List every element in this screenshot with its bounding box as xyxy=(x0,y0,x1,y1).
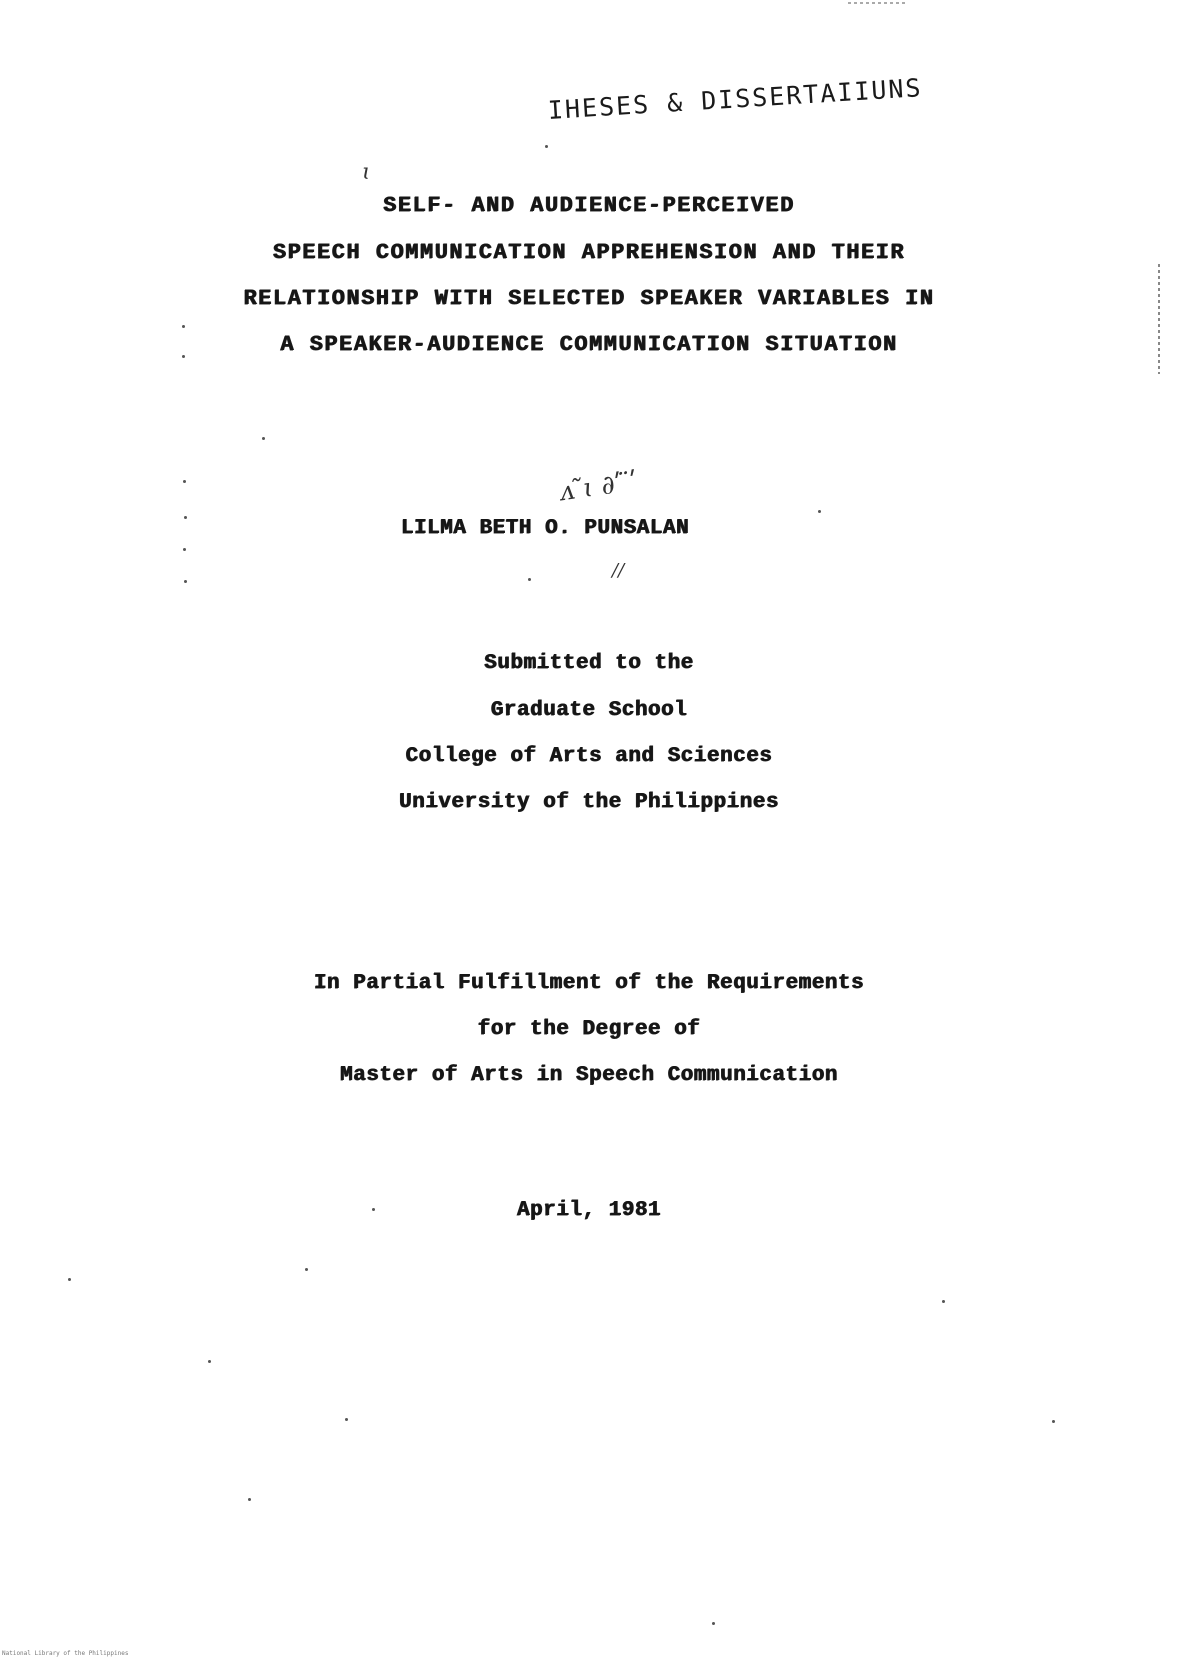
scan-speck xyxy=(942,1300,945,1303)
submission-date: April, 1981 xyxy=(516,1199,662,1222)
university-line: University of the Philippines xyxy=(399,791,779,814)
scan-speck xyxy=(182,325,185,328)
theses-dissertations-stamp: IHESES & DISSERTAIIUNS xyxy=(547,73,924,125)
title-line-1: SELF- AND AUDIENCE-PERCEIVED xyxy=(383,193,795,218)
college-line: College of Arts and Sciences xyxy=(405,745,773,768)
scan-footer-note: National Library of the Philippines xyxy=(2,1650,129,1657)
scan-speck xyxy=(305,1268,308,1271)
graduate-school-line: Graduate School xyxy=(490,699,688,722)
author-name: LILMA BETH O. PUNSALAN xyxy=(400,517,690,540)
scan-speck xyxy=(262,437,265,440)
fulfillment-line-1: In Partial Fulfillment of the Requirements xyxy=(313,972,865,995)
scan-speck xyxy=(712,1622,715,1625)
handwritten-underline-mark: // xyxy=(612,560,625,581)
scan-speck xyxy=(183,480,186,483)
scan-speck xyxy=(818,510,821,513)
handwritten-mark-title: ɩ xyxy=(362,160,371,185)
scan-speck xyxy=(372,1208,375,1211)
submitted-to-line: Submitted to the xyxy=(484,652,694,675)
scan-speck xyxy=(68,1278,71,1281)
scan-speck xyxy=(183,548,186,551)
scan-speck xyxy=(208,1360,211,1363)
scan-speck xyxy=(545,145,548,148)
fulfillment-line-2: for the Degree of xyxy=(477,1018,701,1041)
scan-edge-mark xyxy=(1158,264,1160,374)
title-line-2: SPEECH COMMUNICATION APPREHENSION AND THEIR xyxy=(272,240,906,265)
title-line-3: RELATIONSHIP WITH SELECTED SPEAKER VARIABLES IN xyxy=(243,286,935,311)
scan-speck xyxy=(1052,1420,1055,1423)
scan-speck xyxy=(345,1418,348,1421)
scan-speck xyxy=(184,516,187,519)
fulfillment-line-3: Master of Arts in Speech Communication xyxy=(340,1064,838,1087)
scan-speck xyxy=(248,1498,251,1501)
scan-speck xyxy=(182,355,185,358)
scan-speck xyxy=(528,578,531,581)
title-line-4: A SPEAKER-AUDIENCE COMMUNICATION SITUATION xyxy=(280,332,898,357)
handwritten-annotation-author: ᴧ ̃ɩ ∂ʹ ̈ʹ xyxy=(558,466,640,508)
scan-speck xyxy=(184,580,187,583)
scan-corner-mark xyxy=(848,2,908,4)
